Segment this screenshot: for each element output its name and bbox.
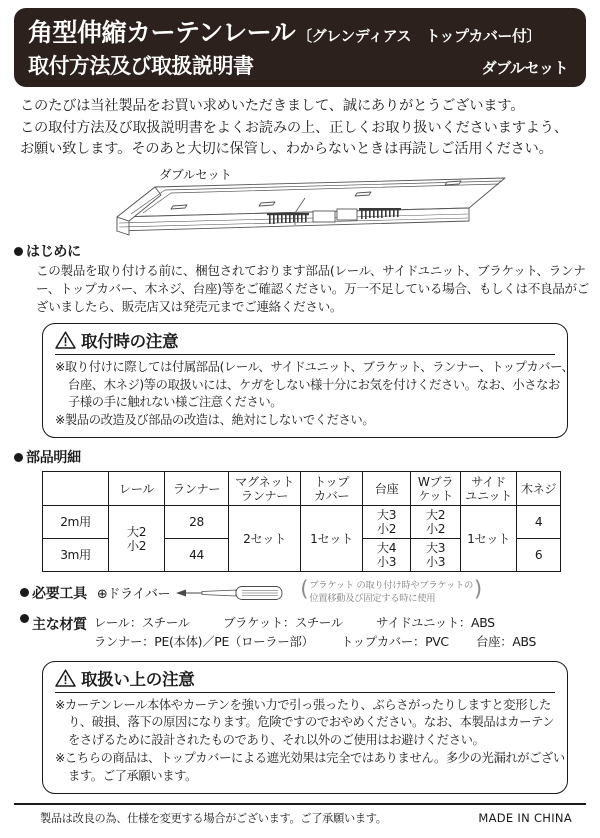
bullet-icon [20, 588, 29, 597]
parts-cell-magnet-runner: 2セット [229, 506, 301, 572]
section-heading-introduction-label: はじめに [26, 244, 81, 261]
caution-installation-line-1: ※取り付けに際しては付属部品(レール、サイドユニット、ブラケット、ランナー、トップカバー、 [55, 359, 574, 374]
parts-header-rail [109, 472, 165, 506]
header-banner [14, 8, 586, 87]
parts-header-runner-l1: ランナー [172, 481, 221, 496]
parts-header-blank [43, 472, 109, 506]
caution-installation-line-2: 台座、木ネジ)等の取扱いには、ケガをしない様十分にお気を付けください。なお、小さなお [68, 377, 560, 392]
section-heading-required-tools-label: 必要工具 [32, 585, 87, 602]
tool-usage-note-line-2: 位置移動及び固定する時に使用 [309, 592, 436, 604]
parts-header-side-unit-l1: サイド [471, 474, 506, 489]
parts-header-runner [165, 472, 229, 506]
caution-handling-line-3: をさげるために設計されたものであり、それ以外のご使用はお避けください。 [68, 733, 485, 748]
parts-cell-rail [109, 506, 165, 572]
warning-triangle-icon [55, 669, 76, 687]
caution-installation-line-3: 子様の手に触れない様ご注意ください。 [68, 395, 283, 410]
parts-header-top-cover [301, 472, 363, 506]
bullet-icon [14, 247, 23, 256]
parts-cell-w-bracket-2m [411, 506, 461, 539]
parts-header-magnet-runner [229, 472, 301, 506]
parts-cell-side-unit: 1セット [461, 506, 517, 572]
parts-header-magnet-runner-l1: マグネット [235, 474, 294, 489]
screwdriver-icon [174, 582, 292, 604]
product-diagram [14, 163, 586, 241]
parts-cell-w-bracket-3m-l2: 小3 [425, 555, 446, 570]
parts-cell-wood-screw-2m: 4 [517, 506, 561, 539]
tool-item-screwdriver: ⊕ドライバー [96, 587, 171, 603]
materials-list [94, 614, 536, 651]
product-subtitle: 〔グレンディアス トップカバー付〕 [297, 27, 541, 45]
parts-header-w-bracket-l1: Wブラ [417, 474, 454, 489]
parts-header-wood-screw [517, 472, 561, 506]
parts-header-wood-screw-l1: 木ネジ [520, 481, 557, 496]
parts-row-label-3m: 3m用 [43, 539, 109, 572]
section-heading-introduction [14, 241, 586, 261]
warning-triangle-icon [55, 331, 76, 349]
footer-divider [14, 803, 586, 805]
caution-handling-title [55, 666, 555, 693]
footer-notice: 製品は改良の為、仕様を変更する場合がございます。ご了承願います。 [40, 812, 387, 825]
parts-table-header-row [43, 472, 561, 506]
parts-cell-w-bracket-2m-l1: 大2 [425, 508, 446, 523]
brace-right-icon: ) [474, 577, 482, 602]
caution-handling-line-1: ※カーテンレール本体やカーテンを強い力で引っ張ったり、ぶらさがったりしますと変形した [55, 697, 551, 712]
product-title: 角型伸縮カーテンレール [28, 18, 296, 47]
section-heading-parts-list [14, 447, 586, 467]
document-title: 取付方法及び取扱説明書 [28, 54, 254, 78]
tool-usage-note-line-1: ブラケット の取り付け時やブラケットの [309, 580, 473, 592]
section-heading-materials [20, 614, 87, 651]
introduction-line-1: この製品を取り付ける前に、梱包されております部品(レール、サイドユニット、ブラケット、ランナ [36, 263, 586, 279]
table-row [43, 506, 561, 539]
bullet-icon [14, 453, 23, 462]
parts-cell-base-3m [363, 539, 411, 572]
parts-header-side-unit-l2: ユニット [465, 488, 512, 503]
parts-header-base-l1: 台座 [374, 481, 399, 496]
parts-cell-runner-2m: 28 [165, 506, 229, 539]
made-in-label: MADE IN CHINA [478, 811, 572, 825]
intro-line-2: この取付方法及び取扱説明書をよくお読みの上、正しくお取り扱いくださいますよう、 [20, 119, 568, 136]
intro-line-3: お願い致します。そのあと大切に保管し、わからないときは再読しご活用ください。 [20, 141, 553, 158]
caution-installation-line-4: ※製品の改造及び部品の改造は、絶対にしないでください。 [55, 413, 375, 428]
parts-header-magnet-runner-l2: ランナー [240, 488, 289, 503]
caution-handling-line-5: ます。ご了承願います。 [68, 768, 197, 783]
parts-cell-w-bracket-3m [411, 539, 461, 572]
footer-row [14, 810, 586, 826]
materials-line-1 [94, 614, 536, 633]
parts-cell-top-cover: 1セット [301, 506, 363, 572]
diagram-label: ダブルセット [159, 167, 232, 183]
section-heading-parts-list-label: 部品明細 [26, 450, 81, 467]
caution-box-handling [42, 661, 568, 794]
material-bracket: ブラケット：スチール [223, 615, 343, 631]
parts-header-top-cover-l1: トップ [314, 474, 349, 489]
parts-cell-base-2m [363, 506, 411, 539]
parts-header-base [363, 472, 411, 506]
materials-line-2 [94, 633, 536, 652]
caution-handling-line-4: ※こちらの商品は、トップカバーによる遮光効果は完全ではありません。多少の光漏れがござい [55, 751, 565, 766]
intro-paragraph [20, 96, 586, 161]
parts-cell-wood-screw-3m: 6 [517, 539, 561, 572]
caution-box-installation [42, 323, 574, 438]
material-rail: レール：スチール [93, 615, 190, 631]
material-runner: ランナー：PE(本体)／PE（ローラー部） [93, 633, 314, 649]
curtain-rail-illustration [109, 173, 509, 241]
parts-cell-base-2m-l2: 小2 [376, 522, 397, 537]
parts-cell-rail-l2: 小2 [126, 538, 147, 553]
caution-installation-title [55, 328, 555, 355]
parts-header-side-unit [461, 472, 517, 506]
parts-header-w-bracket [411, 472, 461, 506]
parts-cell-w-bracket-2m-l2: 小2 [425, 522, 446, 537]
caution-handling-title-text: 取扱い上の注意 [81, 669, 195, 689]
parts-cell-rail-l1: 大2 [126, 524, 147, 539]
bullet-icon [20, 614, 29, 623]
header-doc-row [28, 50, 572, 80]
parts-table [42, 471, 561, 572]
parts-cell-base-3m-l1: 大4 [376, 541, 397, 556]
required-tools-section [20, 577, 586, 605]
parts-cell-runner-3m: 44 [165, 539, 229, 572]
section-heading-materials-label: 主な材質 [32, 617, 87, 634]
caution-handling-line-2: り、破損、落下の原因になります。危険ですのでおやめください。なお、本製品はカーテン [68, 715, 555, 730]
header-title-row [28, 13, 572, 49]
material-side-unit: サイドユニット：ABS [376, 615, 495, 631]
material-top-cover: トップカバー：PVC [340, 633, 449, 649]
parts-header-top-cover-l2: カバー [313, 488, 350, 503]
introduction-body [36, 262, 590, 316]
caution-installation-title-text: 取付時の注意 [81, 331, 179, 351]
parts-table-wrapper [42, 471, 586, 572]
intro-line-1: このたびは当社製品をお買い求めいただきまして、誠にありがとうございます。 [20, 98, 525, 114]
caution-installation-body [53, 359, 574, 430]
section-heading-required-tools [20, 583, 87, 603]
brace-left-icon: ( [300, 577, 309, 602]
parts-header-rail-l1: レール [118, 481, 155, 496]
tool-usage-note [300, 577, 482, 605]
parts-row-label-2m: 2m用 [43, 506, 109, 539]
material-base: 台座：ABS [476, 633, 537, 649]
caution-handling-body [53, 697, 565, 786]
parts-header-w-bracket-l2: ケット [418, 488, 453, 503]
materials-section [20, 614, 586, 651]
parts-cell-base-2m-l1: 大3 [376, 508, 397, 523]
page-footer [14, 803, 586, 826]
parts-cell-w-bracket-3m-l1: 大3 [425, 541, 446, 556]
parts-cell-base-3m-l2: 小3 [376, 555, 397, 570]
introduction-line-2: ー、トップカバー、木ネジ、台座)等をご確認ください。万一不足している場合、もしくは不良品がご [36, 281, 590, 297]
introduction-line-3: ざいましたら、販売店又は発売元までご連絡ください。 [36, 298, 343, 314]
set-type-label: ダブルセット [481, 59, 568, 77]
